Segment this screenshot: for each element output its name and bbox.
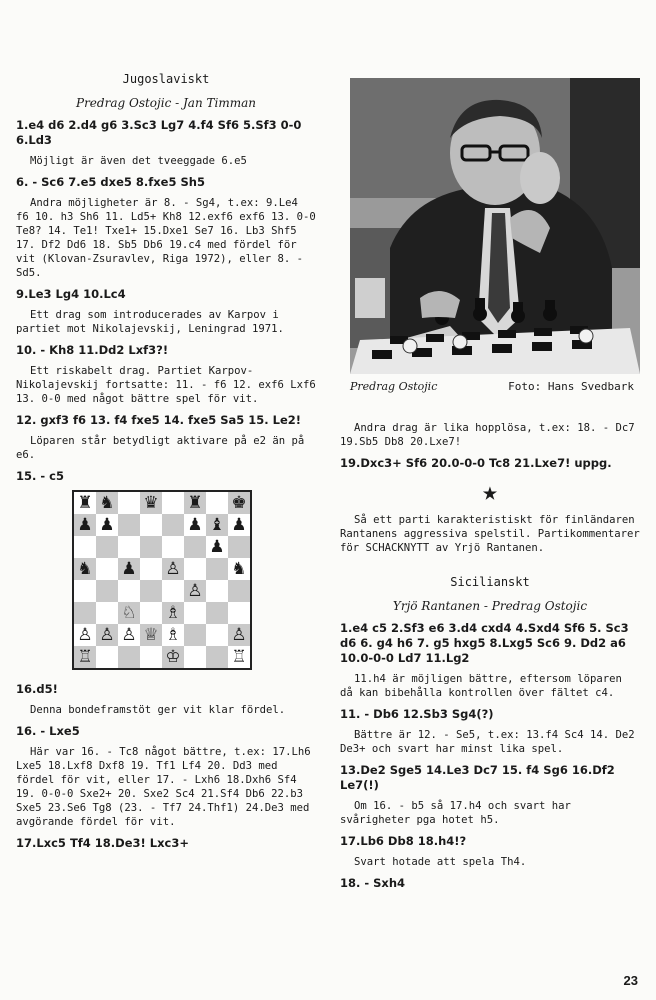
game-players: Predrag Ostojic - Jan Timman xyxy=(76,96,256,110)
right-annotations-continued xyxy=(340,621,640,891)
board-square xyxy=(96,646,118,668)
left-column xyxy=(16,72,316,857)
intro-text: Så ett parti karakteristiskt för finländaren Rantanens aggressiva spelstil. Partikommentarer för SCHACKNYTT av Yrjö Rantanen. xyxy=(340,514,640,554)
board-square xyxy=(206,646,228,668)
board-square: ♙ xyxy=(74,624,96,646)
left-annotations-continued xyxy=(16,682,316,851)
annotation-comment: 11.h4 är möjligen bättre, eftersom löparen då kan bibehålla kontrollen över fältet c4. xyxy=(340,673,622,699)
board-square xyxy=(74,580,96,602)
board-square xyxy=(162,514,184,536)
board-square xyxy=(118,646,140,668)
photo-caption xyxy=(350,380,634,393)
board-square xyxy=(118,536,140,558)
annotation-comment: Här var 16. - Tc8 något bättre, t.ex: 17.Lh6 Lxe5 18.Lxf8 Dxf8 19. Tf1 Lf4 20. Dd3 med fördel för vit, eller 17. - Lxh6 18.Dxh6 Sf4 19. 0-0-0 Sxe2+ 20. Sxe2 Sc4 21.Sf4 Db6 22.b3 Sxe5 23.Se6 Tg8 (23. - Tf7 24.Thf1) 24.De3 med avgörande fördel för vit. xyxy=(16,746,311,828)
board-square xyxy=(206,492,228,514)
right-column xyxy=(340,72,640,897)
board-square xyxy=(96,602,118,624)
board-square xyxy=(96,558,118,580)
board-square: ♟ xyxy=(228,514,250,536)
game-players-2: Yrjö Rantanen - Predrag Ostojic xyxy=(392,599,588,613)
board-square: ♙ xyxy=(162,558,184,580)
board-square xyxy=(140,580,162,602)
move-line: 13.De2 Sge5 14.Le3 Dc7 15. f4 Sg6 16.Df2 Le7(!) xyxy=(340,763,615,792)
board-square xyxy=(140,646,162,668)
board-square: ♟ xyxy=(74,514,96,536)
move-line: 1.e4 d6 2.d4 g6 3.Sc3 Lg7 4.f4 Sf6 5.Sf3 0-0 6.Ld3 xyxy=(16,118,302,147)
move-line: 18. - Sxh4 xyxy=(340,876,406,890)
board-square xyxy=(162,492,184,514)
move-line: 16.d5! xyxy=(16,682,58,696)
board-square: ♟ xyxy=(118,558,140,580)
board-square xyxy=(118,492,140,514)
chess-diagram xyxy=(72,490,252,670)
board-square: ♟ xyxy=(184,514,206,536)
move-line: 1.e4 c5 2.Sf3 e6 3.d4 cxd4 4.Sxd4 Sf6 5. Sc3 d6 6. g4 h6 7. g5 hxg5 8.Lxg5 Sc6 9. Dd2 a6 10.0-0-0 Ld7 11.Lg2 xyxy=(340,621,629,665)
game-title-2: Sicilianskt xyxy=(450,575,530,589)
board-square xyxy=(74,536,96,558)
board-square xyxy=(228,602,250,624)
caption-name: Predrag Ostojic xyxy=(350,380,438,393)
board-square xyxy=(118,580,140,602)
board-square: ♞ xyxy=(74,558,96,580)
annotation-comment: Ett drag som introducerades av Karpov i partiet mot Nikolajevskij, Leningrad 1971. xyxy=(16,309,284,335)
annotation-comment: Denna bondeframstöt ger vit klar fördel. xyxy=(30,704,286,716)
board-square: ♗ xyxy=(162,624,184,646)
board-square: ♜ xyxy=(184,492,206,514)
board-square: ♞ xyxy=(96,492,118,514)
board-square xyxy=(184,624,206,646)
board-square xyxy=(118,514,140,536)
board-square xyxy=(206,602,228,624)
annotation-comment: Andra drag är lika hopplösa, t.ex: 18. - Dc7 19.Sb5 Db8 20.Lxe7! xyxy=(340,422,635,448)
board-square: ♟ xyxy=(96,514,118,536)
move-line: 17.Lb6 Db8 18.h4!? xyxy=(340,834,467,848)
board-square: ♙ xyxy=(96,624,118,646)
annotation-comment: Andra möjligheter är 8. - Sg4, t.ex: 9.Le4 f6 10. h3 Sh6 11. Ld5+ Kh8 12.exf6 exf6 13. 0-0 Te8? 14. Te1! Txe1+ 15.Dxe1 Se7 16. Lb3 Shf5 17. Df2 Dd6 18. Sb5 Db6 19.c4 med fördel för vit (Klovan-Zsuravlev, Riga 1972), eller 8. - Sd5. xyxy=(16,197,316,279)
board-square xyxy=(74,602,96,624)
move-line: 6. - Sc6 7.e5 dxe5 8.fxe5 Sh5 xyxy=(16,175,205,189)
board-square xyxy=(140,558,162,580)
move-line: 15. - c5 xyxy=(16,469,64,483)
board-square xyxy=(184,646,206,668)
right-annotations xyxy=(340,421,640,471)
board-square: ♜ xyxy=(74,492,96,514)
board-square xyxy=(162,580,184,602)
photo-chess-player xyxy=(350,78,640,374)
move-line: 17.Lxc5 Tf4 18.De3! Lxc3+ xyxy=(16,836,189,850)
board-square xyxy=(96,580,118,602)
move-line: 19.Dxc3+ Sf6 20.0-0-0 Tc8 21.Lxe7! uppg. xyxy=(340,456,612,470)
left-annotations xyxy=(16,118,316,484)
board-square xyxy=(162,536,184,558)
board-square xyxy=(184,536,206,558)
move-line: 16. - Lxe5 xyxy=(16,724,80,738)
board-square xyxy=(96,536,118,558)
board-square: ♙ xyxy=(184,580,206,602)
annotation-comment: Ett riskabelt drag. Partiet Karpov-Nikolajevskij fortsatte: 11. - f6 12. exf6 Lxf6 13. 0-0 med något bättre spel för vit. xyxy=(16,365,316,405)
game-title: Jugoslaviskt xyxy=(122,72,210,86)
annotation-comment: Möjligt är även det tveeggade 6.e5 xyxy=(30,155,247,167)
annotation-comment: Löparen står betydligt aktivare på e2 än på e6. xyxy=(16,435,305,461)
annotation-comment: Svart hotade att spela Th4. xyxy=(354,856,527,868)
move-line: 11. - Db6 12.Sb3 Sg4(?) xyxy=(340,707,494,721)
board-square: ♙ xyxy=(118,624,140,646)
board-square: ♛ xyxy=(140,492,162,514)
board-square: ♟ xyxy=(206,536,228,558)
board-square xyxy=(184,558,206,580)
board-square xyxy=(184,602,206,624)
board-square: ♞ xyxy=(228,558,250,580)
move-line: 12. gxf3 f6 13. f4 fxe5 14. fxe5 Sa5 15. Le2! xyxy=(16,413,302,427)
board-square xyxy=(140,536,162,558)
board-square: ♔ xyxy=(162,646,184,668)
board-square: ♗ xyxy=(162,602,184,624)
board-square: ♝ xyxy=(206,514,228,536)
board-square: ♚ xyxy=(228,492,250,514)
chess-board xyxy=(74,492,250,668)
board-square xyxy=(206,624,228,646)
annotation-comment: Bättre är 12. - Se5, t.ex: 13.f4 Sc4 14. De2 De3+ och svart har minst lika spel. xyxy=(340,729,635,755)
board-square: ♘ xyxy=(118,602,140,624)
star-divider-icon: ★ xyxy=(482,477,498,507)
board-square xyxy=(228,536,250,558)
move-line: 10. - Kh8 11.Dd2 Lxf3?! xyxy=(16,343,169,357)
board-square xyxy=(206,558,228,580)
board-square: ♖ xyxy=(228,646,250,668)
board-square xyxy=(140,514,162,536)
move-line: 9.Le3 Lg4 10.Lc4 xyxy=(16,287,126,301)
board-square: ♕ xyxy=(140,624,162,646)
annotation-comment: Om 16. - b5 så 17.h4 och svart har svårigheter pga hotet h5. xyxy=(340,800,571,826)
board-square: ♖ xyxy=(74,646,96,668)
board-square xyxy=(206,580,228,602)
page-number: 23 xyxy=(623,973,638,988)
board-square xyxy=(140,602,162,624)
caption-credit: Foto: Hans Svedbark xyxy=(508,380,634,393)
board-square: ♙ xyxy=(228,624,250,646)
board-square xyxy=(228,580,250,602)
